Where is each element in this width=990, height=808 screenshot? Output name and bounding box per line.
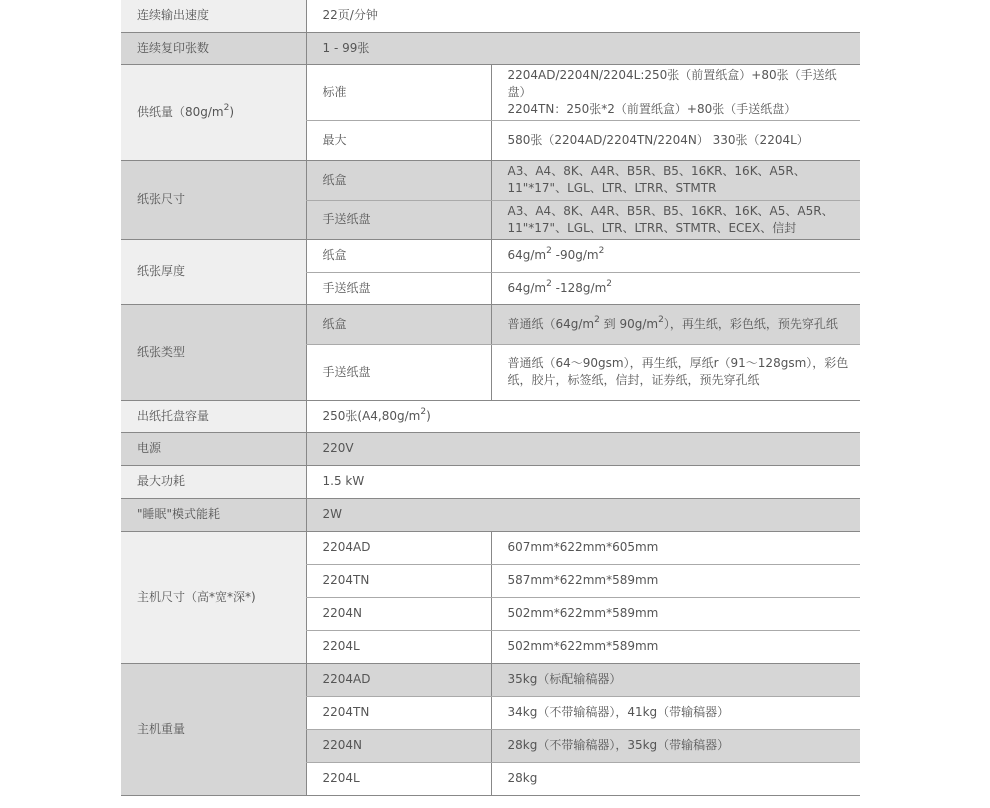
spec-value: 1 - 99张: [306, 32, 860, 64]
spec-sublabel: 2204L: [306, 630, 491, 663]
spec-table: [121, 0, 860, 796]
spec-value: 普通纸（$64g/m^2$ 到 $90g/m^2$），再生纸，彩色纸，预先穿孔纸: [491, 304, 860, 344]
spec-value: A3、A4、8K、A4R、B5R、B5、16KR、16K、A5R、11"*17"、LGL、LTR、LTRR、STMTR: [491, 160, 860, 200]
spec-sublabel: 2204AD: [306, 531, 491, 564]
spec-sublabel: 手送纸盘: [306, 272, 491, 304]
spec-label: 纸张类型: [121, 304, 306, 400]
spec-row-paper-capacity-standard: [121, 64, 860, 120]
spec-value: 607mm*622mm*605mm: [491, 531, 860, 564]
spec-row-paper-size-tray: [121, 160, 860, 200]
spec-value: $64g/m^2$ $-90g/m^2$: [491, 239, 860, 272]
spec-value: 502mm*622mm*589mm: [491, 597, 860, 630]
spec-value: 2204AD/2204N/2204L:250张（前置纸盒）+80张（手送纸盘） 2204TN：250张*2（前置纸盒）+80张（手送纸盘）: [491, 64, 860, 120]
spec-value: 2W: [306, 498, 860, 531]
spec-label: 电源: [121, 432, 306, 465]
spec-sublabel: 纸盒: [306, 239, 491, 272]
spec-sublabel: 2204TN: [306, 564, 491, 597]
spec-sublabel: 纸盒: [306, 304, 491, 344]
spec-sublabel: 2204AD: [306, 663, 491, 696]
spec-sublabel: 2204L: [306, 762, 491, 795]
spec-value: 502mm*622mm*589mm: [491, 630, 860, 663]
spec-row-power: [121, 432, 860, 465]
spec-sublabel: 2204N: [306, 729, 491, 762]
spec-value: 普通纸（64～90gsm），再生纸，厚纸r（91～128gsm），彩色纸，胶片，标签纸，信封，证券纸，预先穿孔纸: [491, 344, 860, 400]
spec-value: 35kg（标配输稿器）: [491, 663, 860, 696]
spec-sublabel: 2204N: [306, 597, 491, 630]
spec-row-max-power: [121, 465, 860, 498]
spec-label: 主机尺寸（高*宽*深*): [121, 531, 306, 663]
spec-sublabel: 纸盒: [306, 160, 491, 200]
spec-row-sleep-power: [121, 498, 860, 531]
spec-row-paper-weight-tray: [121, 239, 860, 272]
spec-value: 1.5 kW: [306, 465, 860, 498]
spec-label: 供纸量$(80g/m^2)$: [121, 64, 306, 160]
spec-value: A3、A4、8K、A4R、B5R、B5、16KR、16K、A5、A5R、11"*17"、LGL、LTR、LTRR、STMTR、ECEX、信封: [491, 200, 860, 239]
spec-row-copies: [121, 32, 860, 64]
spec-value: 34kg（不带输稿器），41kg（带输稿器）: [491, 696, 860, 729]
spec-label: 纸张厚度: [121, 239, 306, 304]
spec-value: 220V: [306, 432, 860, 465]
spec-sublabel: 最大: [306, 120, 491, 160]
spec-sublabel: 手送纸盘: [306, 200, 491, 239]
spec-label: 主机重量: [121, 663, 306, 795]
spec-value: 250张$(A4,80g/m^2)$: [306, 400, 860, 432]
spec-value: 587mm*622mm*589mm: [491, 564, 860, 597]
spec-value: 22页/分钟: [306, 0, 860, 32]
spec-value: 580张（2204AD/2204TN/2204N） 330张（2204L）: [491, 120, 860, 160]
spec-label: 连续输出速度: [121, 0, 306, 32]
spec-row-paper-type-tray: [121, 304, 860, 344]
spec-sublabel: 标准: [306, 64, 491, 120]
spec-value: 28kg: [491, 762, 860, 795]
spec-value: 28kg（不带输稿器），35kg（带输稿器）: [491, 729, 860, 762]
spec-row-speed: [121, 0, 860, 32]
spec-row-output-tray: [121, 400, 860, 432]
spec-label: 纸张尺寸: [121, 160, 306, 239]
spec-label: 最大功耗: [121, 465, 306, 498]
spec-value: $64g/m^2$ $-128g/m^2$: [491, 272, 860, 304]
spec-row-dimensions-item: [121, 531, 860, 564]
spec-label: 出纸托盘容量: [121, 400, 306, 432]
spec-label: "睡眠"模式能耗: [121, 498, 306, 531]
spec-table-container: [121, 0, 860, 796]
spec-label: 连续复印张数: [121, 32, 306, 64]
spec-row-weight-item: [121, 663, 860, 696]
spec-sublabel: 手送纸盘: [306, 344, 491, 400]
spec-sublabel: 2204TN: [306, 696, 491, 729]
